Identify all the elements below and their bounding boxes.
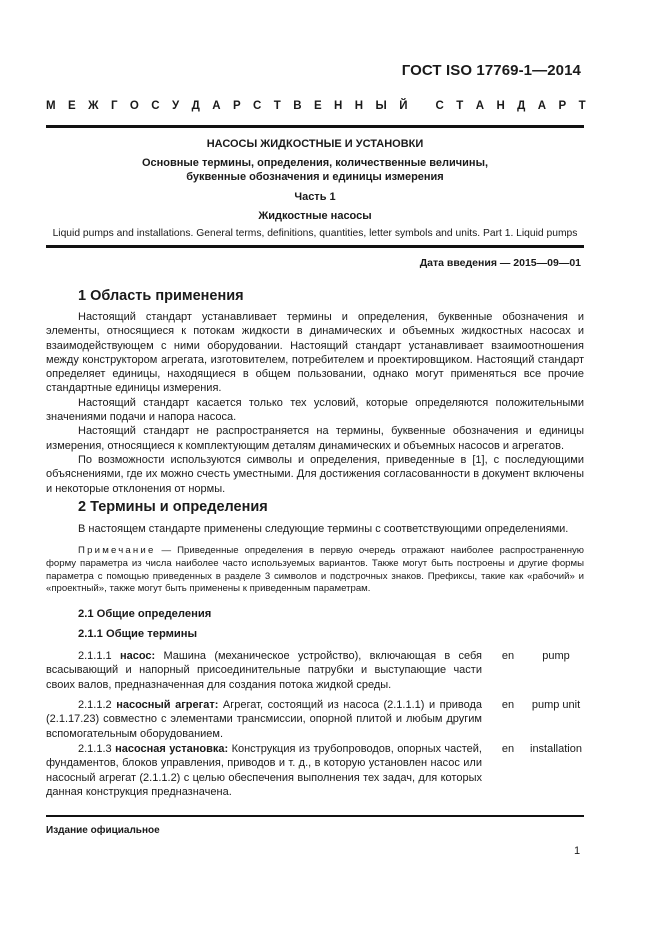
subsection-2-1-1-heading: 2.1.1 Общие термины (78, 628, 198, 640)
interstate-letter: Р (232, 100, 241, 112)
term-number: 2.1.1.3 (78, 743, 116, 755)
interstate-standard-label (46, 100, 586, 112)
header-rule (46, 125, 584, 128)
term-definition: Агрегат, состоящий из насоса (2.1.1.1) и привода (2.1.17.23) совместно с элементами трансмиссии, опорной плитой и любым другим вспомогательным оборудованием. (46, 699, 483, 740)
interstate-letter (420, 100, 423, 112)
interstate-letter: С (435, 100, 444, 112)
term-english: pump unit (531, 699, 581, 711)
footer-rule (46, 815, 584, 817)
interstate-letter: Е (68, 100, 76, 112)
term-definition: Машина (механическое устройство), включающая в себя всасывающий и напорный присоединительные патрубки и выступающие части своих валов, предназначенная для создания потока жидкой среды. (46, 650, 482, 691)
interstate-letter: С (253, 100, 262, 112)
note-label: Примечание (78, 545, 156, 556)
page-number: 1 (574, 845, 581, 857)
english-title: Liquid pumps and installations. General terms, definitions, quantities, letter symbols and units. Part 1. Liquid pumps (52, 228, 578, 239)
interstate-letter: М (46, 100, 56, 112)
term-english: installation (530, 743, 582, 755)
term-entry (46, 742, 584, 799)
subtitle-line-1: Основные термины, определения, количественные величины, (141, 157, 489, 169)
interstate-letter: Н (496, 100, 505, 112)
interstate-letter: Т (578, 100, 586, 112)
interstate-letter: Т (273, 100, 281, 112)
part-label: Часть 1 (294, 191, 336, 203)
subsection-2-1-heading: 2.1 Общие определения (78, 608, 212, 620)
term-lang: en (501, 699, 515, 711)
paragraph: Настоящий стандарт не распространяется на термины, буквенные обозначения и единицы измерения, относящиеся к комплектующим деталям динамических и объемных насосов и агрегатов. (46, 425, 584, 452)
date-introduced: Дата введения — 2015—09—01 (419, 257, 581, 269)
interstate-letter: Е (313, 100, 322, 112)
term-name: насос: (119, 650, 156, 662)
interstate-letter: Н (354, 100, 364, 112)
term-entry (46, 698, 584, 741)
paragraph: В настоящем стандарте применены следующие термины с соответствующими определениями. (78, 523, 569, 535)
term-name: насосный агрегат: (116, 699, 219, 711)
section-2-intro (46, 522, 584, 536)
paragraph: Настоящий стандарт касается только тех условий, которые определяются положительными значениями подачи и напора насоса. (46, 396, 584, 424)
interstate-letter: А (537, 100, 547, 112)
main-title: НАСОСЫ ЖИДКОСТНЫЕ И УСТАНОВКИ (206, 138, 424, 150)
note (46, 545, 584, 596)
gost-code: ГОСТ ISO 17769-1—2014 (401, 62, 581, 79)
term-lang: en (501, 743, 515, 755)
title-rule (46, 245, 584, 248)
term-entry (46, 649, 584, 692)
subtitle-line-2: буквенные обозначения и единицы измерения (186, 171, 444, 183)
section-1-heading: 1 Область применения (78, 288, 244, 304)
interstate-letter: Ж (88, 100, 99, 112)
interstate-letter: А (475, 100, 485, 112)
interstate-letter: Г (110, 100, 118, 112)
section-1-body (46, 310, 584, 496)
term-definition: Конструкция из трубопроводов, опорных частей, фундаментов, блоков управления, приводов и т. д., в которую установлен насос или насосный агрегат (2.1.1.2) с целью обеспечения выполнения тех задач, для которых данная конструкция предназначена. (46, 743, 482, 798)
interstate-letter: Н (334, 100, 343, 112)
term-number: 2.1.1.2 (78, 699, 117, 711)
interstate-letter: В (293, 100, 302, 112)
subtitle (46, 156, 584, 184)
interstate-letter: Ы (375, 100, 387, 112)
part-title: Жидкостные насосы (258, 210, 372, 222)
official-edition-label: Издание официальное (46, 825, 160, 836)
paragraph: По возможности используются символы и определения, приведенные в [1], с последующими объяснениями, где их можно счесть уместными. Для достижения согласованности в документ включены и некоторые отклонения от нормы. (46, 453, 584, 495)
interstate-letter: Й (399, 100, 408, 112)
interstate-letter: Р (558, 100, 567, 112)
note-text: — Приведенные определения в первую очередь отражают наиболее распространенную форму параметра из числа наиболее часто используемых вариантов. Также могут быть построены и другие формы параметра с помощью приведенных в разделе 3 символов и подстрочных знаков. Префиксы, такие как «рабочий» и «проектный», также могут быть применены к приведенным параметрам. (46, 545, 584, 595)
term-name: насосная установка: (115, 743, 229, 755)
paragraph: Настоящий стандарт устанавливает термины и определения, буквенные обозначения и элементы, относящиеся к потокам жидкости в динамических и объемных жидкостных насосах и взаимодействующем с ними оборудовании. Настоящий стандарт устанавливает взаимоотношения между конструктором агрегата, изготовителем, потребителем и проектировщиком. Настоящий стандарт определяет единицы, находящиеся в общем пользовании, однако могут применяться все прочие стандартные единицы измерения. (46, 311, 584, 395)
interstate-letter: С (151, 100, 160, 112)
term-english: pump (542, 650, 570, 662)
term-number: 2.1.1.1 (78, 650, 120, 662)
term-lang: en (501, 650, 515, 662)
interstate-letter: О (129, 100, 139, 112)
interstate-letter: Д (191, 100, 200, 112)
interstate-letter: А (212, 100, 221, 112)
interstate-letter: Т (456, 100, 464, 112)
interstate-letter: У (172, 100, 180, 112)
interstate-letter: Д (517, 100, 526, 112)
section-2-heading: 2 Термины и определения (78, 499, 268, 515)
